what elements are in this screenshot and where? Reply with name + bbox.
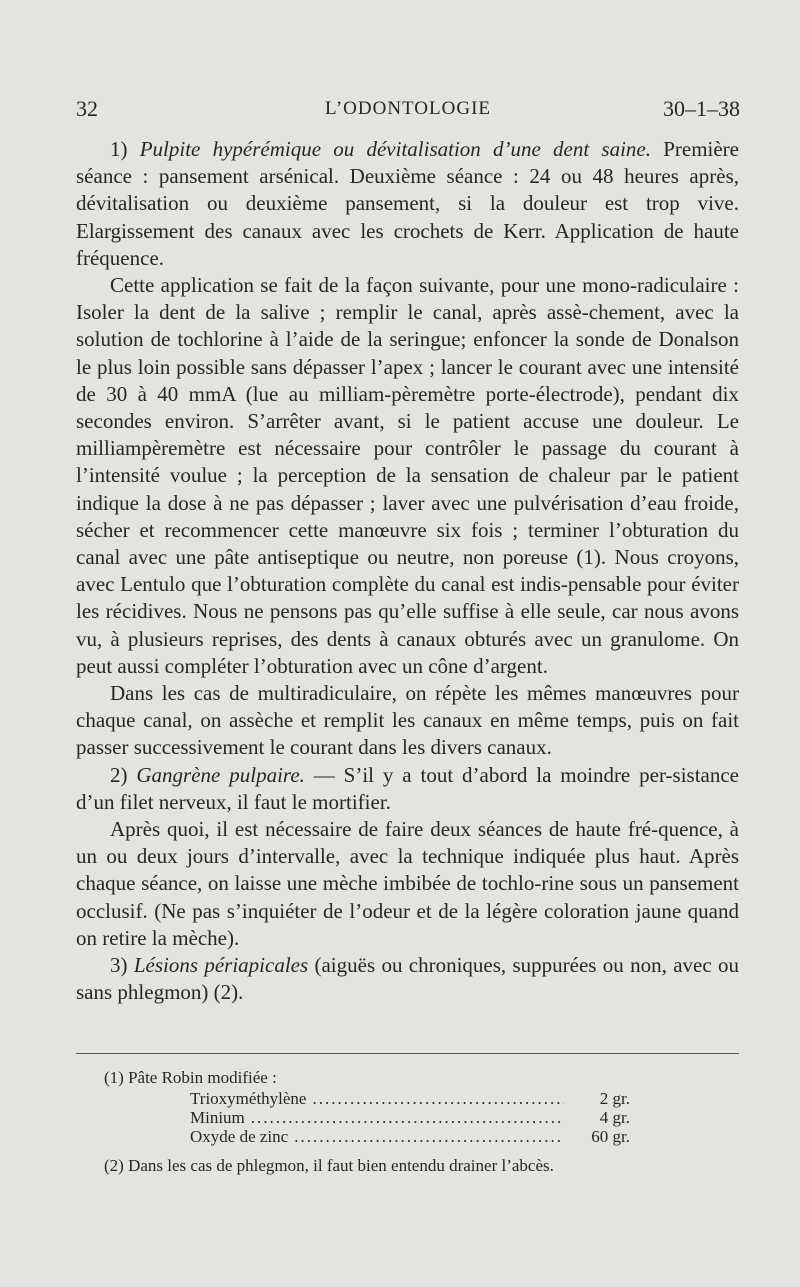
paragraph-apres-quoi: [76, 816, 739, 952]
paragraph-text: Cette application se fait de la façon suivante, pour une mono-radiculaire : Isoler la dent de la salive ; remplir le canal, après assè-chement, avec la solution de tochlorine à l’aide de la seringue; enfoncer la sonde de Donalson le plus loin possible sans dépasser l’apex ; lancer le courant avec une intensité de 30 à 40 mmA (lue au milliam-pèremètre porte-électrode), pendant dix secondes environ. S’arrêter avant, si le patient accuse une douleur. Le milliampèremètre est nécessaire pour contrôler le passage du courant à l’intensité voulue ; la perception de la sensation de chaleur par le patient indique la dose à ne pas dépasser ; laver avec une pulvérisation d’eau froide, sécher et recommencer cette manœuvre six fois ; terminer l’obturation du canal avec une pâte antiseptique ou neutre, non poreuse (1). Nous croyons, avec Lentulo que l’obturation complète du canal est indis-pensable pour éviter les récidives. Nous ne pensons pas qu’elle suffise à elle seule, car nous avons vu, à plusieurs reprises, des dents à canaux obturés avec un granulome. On peut aussi compléter l’obturation avec un cône d’argent.: [76, 273, 739, 678]
recipe-row: [190, 1127, 630, 1146]
dot-leader: [294, 1127, 564, 1146]
issue-date: 30–1–38: [663, 96, 740, 121]
footnotes: [104, 1068, 664, 1175]
paragraph-pulpite: [76, 136, 739, 272]
ingredient-name: Oxyde de zinc: [190, 1127, 289, 1146]
section-title: Lésions périapicales: [133, 953, 309, 978]
ingredient-name: Trioxyméthylène: [190, 1089, 307, 1108]
running-header: [76, 96, 740, 126]
dot-leader: [251, 1108, 564, 1127]
dot-leader: [312, 1089, 564, 1108]
section-title: Pulpite hypérémique ou dévitalisation d’une dent saine.: [139, 137, 651, 161]
paragraph-text: Première séance : pansement arsénical. Deuxième séance : 24 ou 48 heures après, dévitalisation ou deuxième pansement, si la douleur est trop vive. Elargissement des canaux avec les crochets de Kerr. Application de haute fréquence.: [76, 137, 739, 270]
ingredient-quantity: 4 gr.: [599, 1108, 630, 1127]
footnote-1-heading: (1) Pâte Robin modifiée :: [104, 1068, 277, 1087]
paragraph-application: [76, 272, 739, 680]
paragraph-text: — S’il y a tout d’abord la moindre per-sistance d’un filet nerveux, il faut le mortifier.: [76, 762, 739, 814]
page-number: 32: [76, 96, 98, 121]
paragraph-text: (aiguës ou chroniques, suppurées ou non, avec ou sans phlegmon) (2).: [76, 953, 739, 1005]
journal-title: L’ODONTOLOGIE: [324, 98, 492, 119]
ingredient-name: Minium: [190, 1108, 245, 1127]
recipe-row: [190, 1108, 630, 1127]
ingredient-quantity: 60 gr.: [591, 1127, 630, 1146]
body-text: [76, 136, 739, 1007]
section-title: Gangrène pulpaire.: [136, 762, 305, 787]
item-number: 3): [110, 953, 128, 978]
ingredient-quantity: 2 gr.: [599, 1089, 630, 1108]
item-number: 1): [110, 137, 128, 161]
recipe-list: [190, 1089, 630, 1146]
recipe-row: [190, 1089, 630, 1108]
paragraph-text: Après quoi, il est nécessaire de faire deux séances de haute fré-quence, à un ou deux jours d’intervalle, avec la technique indiquée plus haut. Après chaque séance, on laisse une mèche imbibée de tochlo-rine sous un pansement occlusif. (Ne pas s’inquiéter de l’odeur et de la légère coloration jaune quand on retire la mèche).: [76, 817, 739, 950]
paragraph-text: Dans les cas de multiradiculaire, on répète les mêmes manœuvres pour chaque canal, on assèche et remplit les canaux en même temps, puis on fait passer successivement le courant dans les divers canaux.: [76, 681, 739, 760]
item-number: 2): [110, 762, 128, 787]
paragraph-multiradiculaire: [76, 680, 739, 762]
footnote-divider: [76, 1053, 739, 1054]
paragraph-gangrene: [76, 762, 739, 816]
paragraph-lesions: [76, 952, 739, 1006]
footnote-2: (2) Dans les cas de phlegmon, il faut bien entendu drainer l’abcès.: [104, 1156, 554, 1175]
